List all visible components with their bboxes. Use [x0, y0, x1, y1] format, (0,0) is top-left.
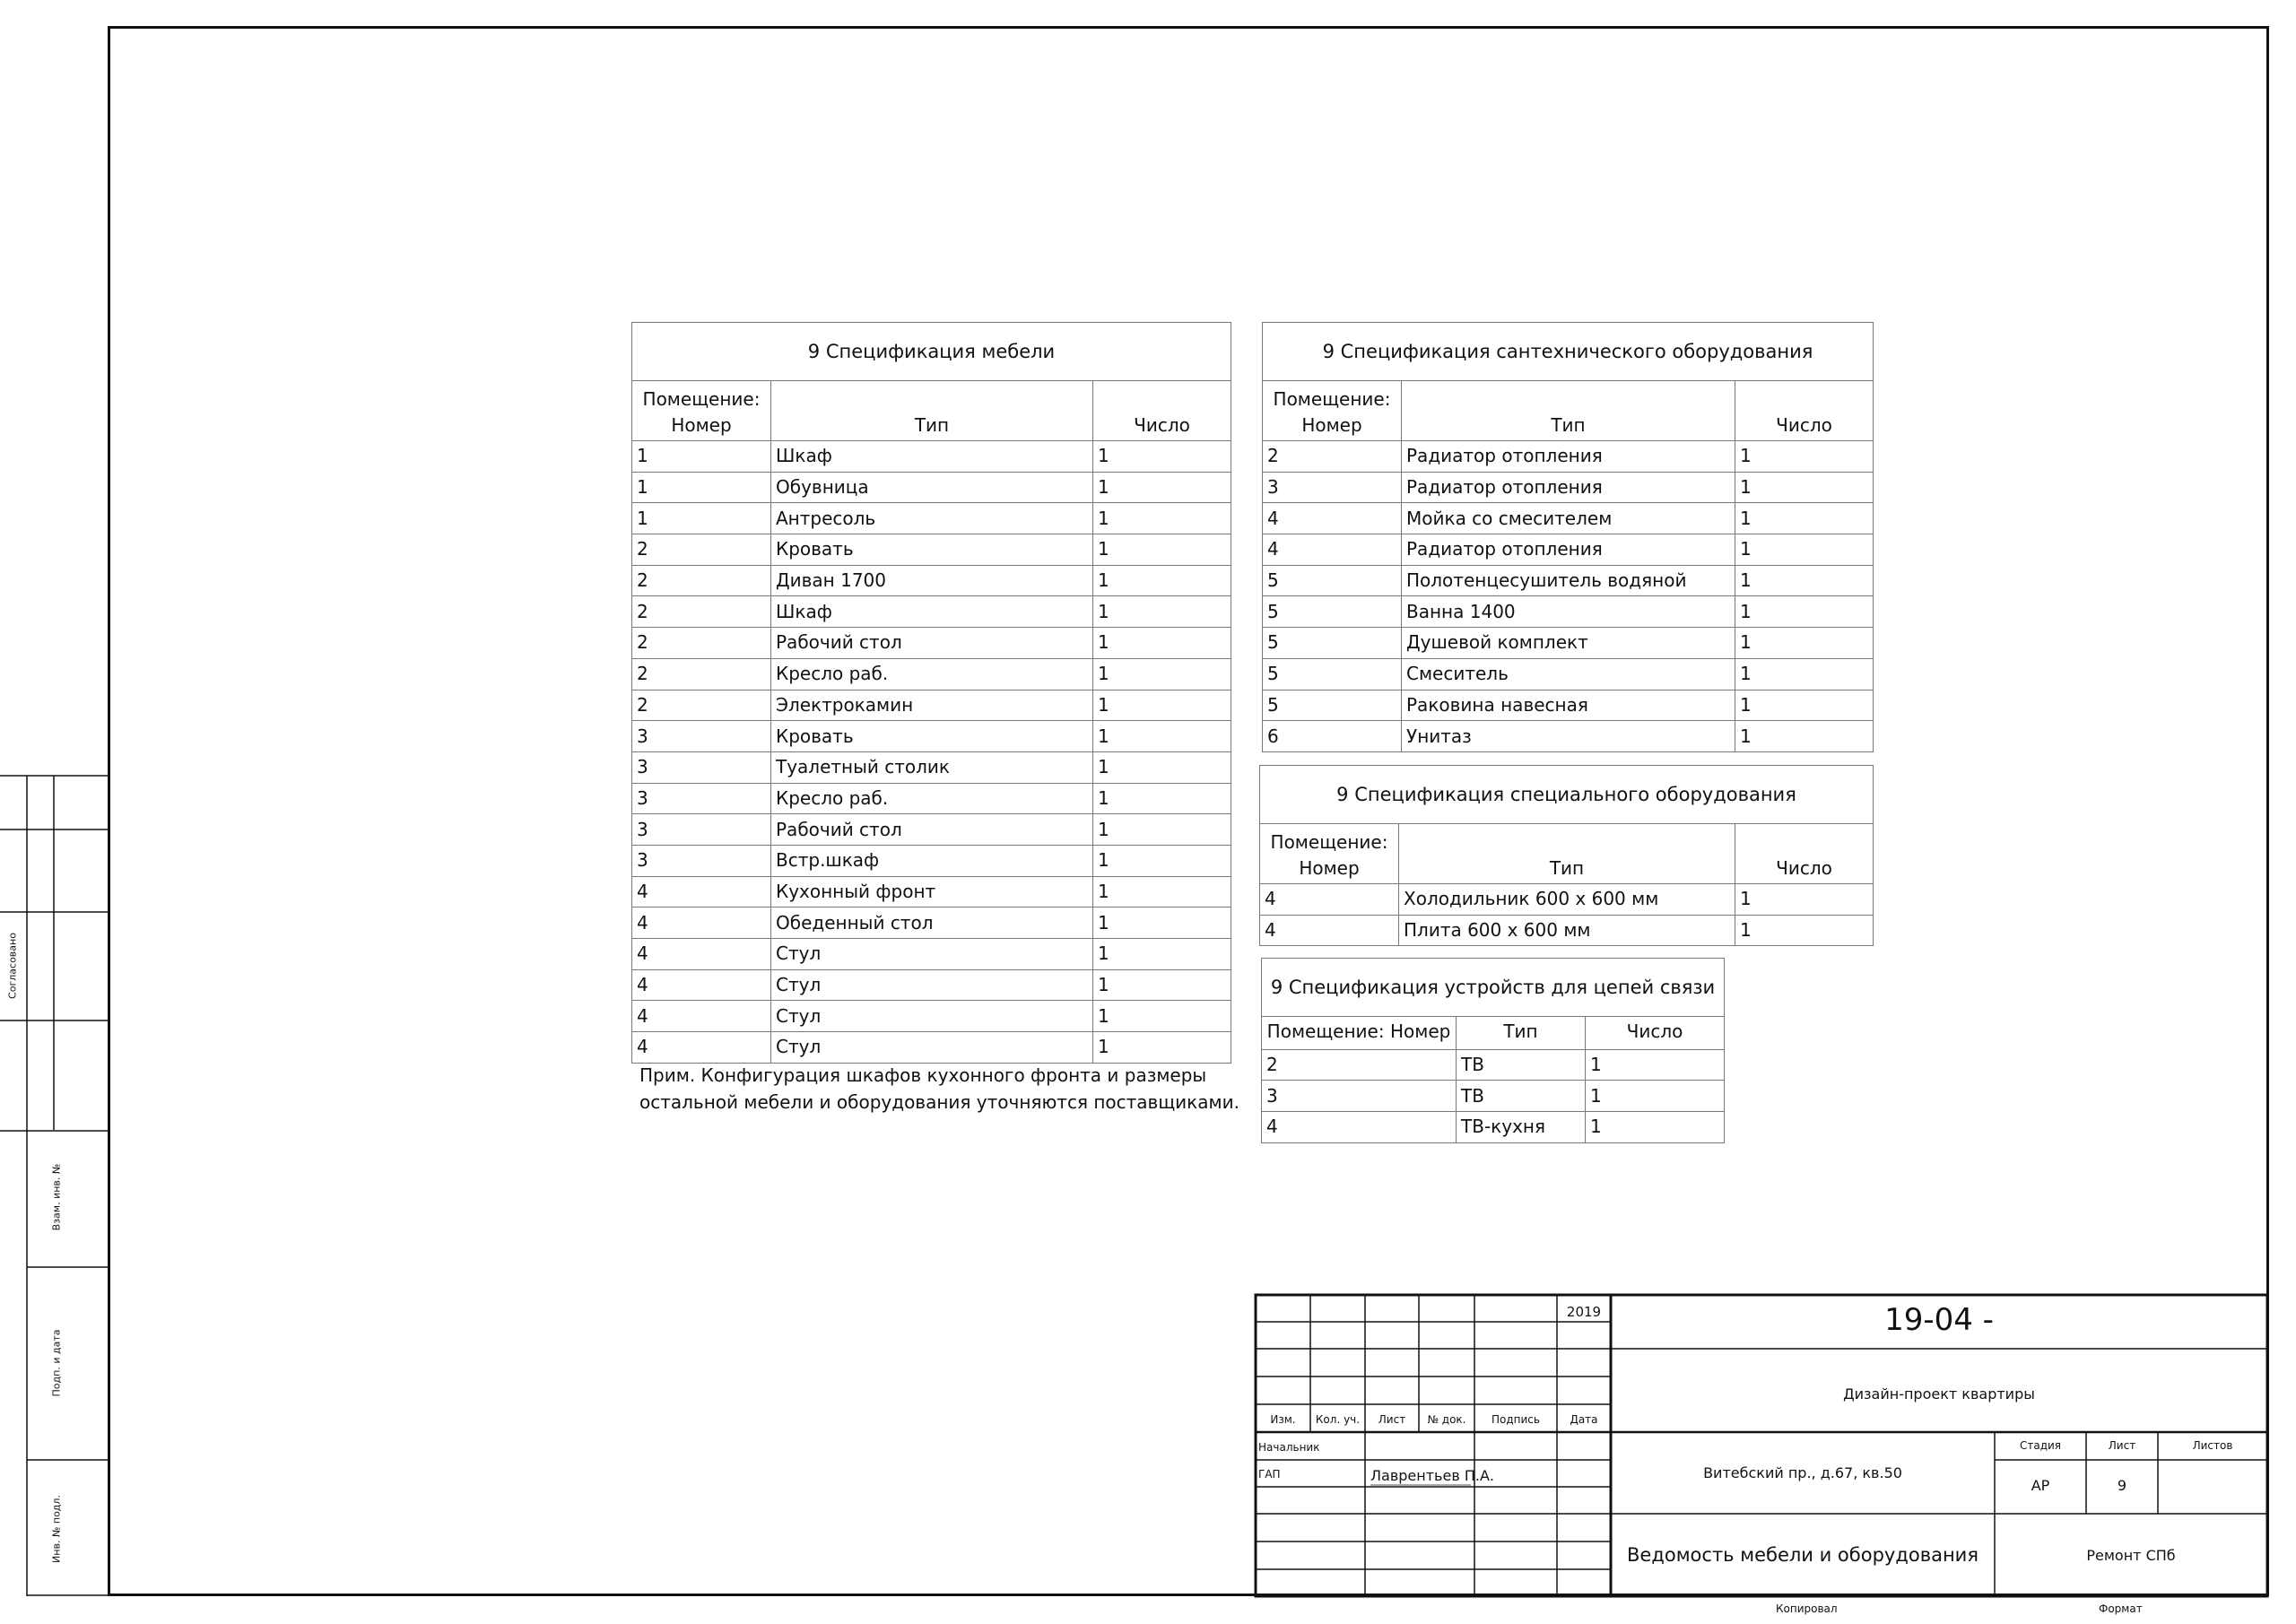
count-cell: 1: [1093, 534, 1231, 566]
type-cell: Радиатор отопления: [1402, 534, 1735, 566]
sheets-label: Листов: [2192, 1439, 2233, 1452]
room-cell: 4: [1260, 915, 1399, 946]
count-cell: 1: [1735, 658, 1874, 690]
room-cell: 3: [632, 783, 771, 814]
type-cell: Радиатор отопления: [1402, 441, 1735, 473]
type-cell: Мойка со смесителем: [1402, 503, 1735, 534]
room-cell: 2: [1263, 441, 1402, 473]
room-cell: 1: [632, 472, 771, 503]
count-cell: 1: [1093, 908, 1231, 939]
room-cell: 3: [632, 814, 771, 846]
plumbing-spec-title: 9 Спецификация сантехнического оборудования: [1263, 323, 1874, 381]
col-header-doc-no: № док.: [1427, 1413, 1466, 1426]
plumbing-spec-table: [1262, 322, 1874, 752]
room-cell: 4: [632, 1032, 771, 1064]
type-cell: Антресоль: [771, 503, 1093, 534]
type-cell: Шкаф: [771, 596, 1093, 628]
room-cell: 3: [1262, 1081, 1457, 1112]
type-cell: Встр.шкаф: [771, 845, 1093, 876]
role-chief: Начальник: [1258, 1441, 1320, 1454]
room-cell: 2: [632, 534, 771, 566]
count-cell: 1: [1093, 969, 1231, 1001]
room-cell: 4: [632, 1001, 771, 1032]
count-cell: 1: [1093, 721, 1231, 752]
table-row: [1262, 1112, 1725, 1143]
room-cell: 2: [632, 628, 771, 659]
count-cell: 1: [1093, 1001, 1231, 1032]
count-cell: 1: [1735, 690, 1874, 721]
furniture-spec-title: 9 Спецификация мебели: [632, 323, 1231, 381]
type-cell: Смеситель: [1402, 658, 1735, 690]
room-cell: 2: [632, 690, 771, 721]
count-cell: 1: [1093, 845, 1231, 876]
sheet-label: Лист: [2108, 1439, 2136, 1452]
table-row: [1263, 596, 1874, 628]
room-cell: 4: [1263, 534, 1402, 566]
type-cell: Холодильник 600 х 600 мм: [1399, 884, 1735, 916]
type-header: Тип: [1399, 824, 1735, 884]
project-name: Дизайн-проект квартиры: [1843, 1385, 2035, 1403]
room-header: Помещение: Номер: [1260, 824, 1399, 884]
type-cell: Стул: [771, 1001, 1093, 1032]
count-cell: 1: [1586, 1049, 1725, 1081]
room-header: Помещение: Номер: [1262, 1017, 1457, 1050]
count-cell: 1: [1586, 1081, 1725, 1112]
table-row: [632, 534, 1231, 566]
type-cell: Кровать: [771, 721, 1093, 752]
table-row: [1262, 1081, 1725, 1112]
count-cell: 1: [1735, 915, 1874, 946]
sheet-value: 9: [2117, 1477, 2127, 1494]
count-cell: 1: [1735, 721, 1874, 752]
table-row: [632, 472, 1231, 503]
table-row: [632, 658, 1231, 690]
type-header: Тип: [771, 381, 1093, 441]
count-cell: 1: [1093, 628, 1231, 659]
room-cell: 4: [1260, 884, 1399, 916]
vzam-inv-label: Взам. инв. №: [50, 1163, 63, 1231]
col-header-list: Лист: [1378, 1413, 1406, 1426]
count-cell: 1: [1735, 441, 1874, 473]
type-cell: Электрокамин: [771, 690, 1093, 721]
podp-data-label: Подп. и дата: [50, 1329, 63, 1397]
room-cell: 3: [1263, 472, 1402, 503]
type-cell: Унитаз: [1402, 721, 1735, 752]
count-header: Число: [1093, 381, 1231, 441]
room-cell: 2: [632, 658, 771, 690]
count-cell: 1: [1093, 503, 1231, 534]
document-code: 19-04 -: [1884, 1302, 1994, 1338]
type-cell: Рабочий стол: [771, 814, 1093, 846]
special-spec-title: 9 Спецификация специального оборудования: [1260, 766, 1874, 824]
room-cell: 5: [1263, 565, 1402, 596]
furniture-spec-table: [631, 322, 1231, 1064]
count-cell: 1: [1735, 503, 1874, 534]
year-value: 2019: [1566, 1304, 1602, 1320]
type-cell: ТВ-кухня: [1457, 1112, 1586, 1143]
type-cell: Кровать: [771, 534, 1093, 566]
table-row: [632, 751, 1231, 783]
table-row: [632, 441, 1231, 473]
table-row: [632, 908, 1231, 939]
room-cell: 2: [632, 596, 771, 628]
type-cell: Радиатор отопления: [1402, 472, 1735, 503]
count-cell: 1: [1093, 441, 1231, 473]
count-cell: 1: [1093, 658, 1231, 690]
col-header-date: Дата: [1570, 1413, 1598, 1426]
comms-spec-title: 9 Спецификация устройств для цепей связи: [1262, 959, 1725, 1017]
room-cell: 4: [632, 969, 771, 1001]
count-cell: 1: [1093, 472, 1231, 503]
type-header: Тип: [1402, 381, 1735, 441]
type-header: Тип: [1457, 1017, 1586, 1050]
count-cell: 1: [1093, 939, 1231, 970]
type-cell: Обувница: [771, 472, 1093, 503]
type-cell: ТВ: [1457, 1049, 1586, 1081]
table-row: [632, 1032, 1231, 1064]
room-cell: 2: [632, 565, 771, 596]
type-cell: Стул: [771, 1032, 1093, 1064]
table-row: [1263, 658, 1874, 690]
inv-podl-label: Инв. № подл.: [50, 1495, 63, 1563]
table-row: [632, 721, 1231, 752]
count-cell: 1: [1093, 876, 1231, 908]
type-cell: Шкаф: [771, 441, 1093, 473]
table-row: [632, 690, 1231, 721]
table-row: [1263, 472, 1874, 503]
count-header: Число: [1735, 824, 1874, 884]
count-cell: 1: [1093, 814, 1231, 846]
room-cell: 4: [632, 939, 771, 970]
col-header-izm: Изм.: [1270, 1413, 1296, 1426]
special-spec-table: [1259, 765, 1874, 946]
type-cell: Кресло раб.: [771, 783, 1093, 814]
count-header: Число: [1735, 381, 1874, 441]
room-cell: 3: [632, 845, 771, 876]
count-cell: 1: [1093, 751, 1231, 783]
stage-label: Стадия: [2019, 1439, 2062, 1452]
count-cell: 1: [1735, 596, 1874, 628]
type-cell: Рабочий стол: [771, 628, 1093, 659]
address: Витебский пр., д.67, кв.50: [1703, 1464, 1902, 1481]
room-cell: 4: [632, 876, 771, 908]
count-cell: 1: [1735, 628, 1874, 659]
table-row: [1263, 441, 1874, 473]
type-cell: Раковина навесная: [1402, 690, 1735, 721]
furniture-note: [639, 1062, 1239, 1116]
room-cell: 4: [1262, 1112, 1457, 1143]
type-cell: Стул: [771, 939, 1093, 970]
type-cell: Обеденный стол: [771, 908, 1093, 939]
table-row: [632, 814, 1231, 846]
table-row: [632, 969, 1231, 1001]
count-cell: 1: [1735, 534, 1874, 566]
type-cell: Кухонный фронт: [771, 876, 1093, 908]
table-row: [1263, 565, 1874, 596]
type-cell: Полотенцесушитель водяной: [1402, 565, 1735, 596]
table-row: [632, 845, 1231, 876]
room-cell: 6: [1263, 721, 1402, 752]
comms-spec-table: [1261, 958, 1725, 1143]
room-cell: 1: [632, 441, 771, 473]
col-header-kol-uch: Кол. уч.: [1315, 1413, 1361, 1426]
company-name: Ремонт СПб: [2086, 1547, 2176, 1564]
count-cell: 1: [1586, 1112, 1725, 1143]
note-line: Прим. Конфигурация шкафов кухонного фронта и размеры: [639, 1064, 1207, 1086]
note-line: остальной мебели и оборудования уточняются поставщиками.: [639, 1091, 1239, 1113]
table-row: [632, 565, 1231, 596]
table-row: [1262, 1049, 1725, 1081]
type-cell: Ванна 1400: [1402, 596, 1735, 628]
role-gap: ГАП: [1258, 1468, 1281, 1481]
type-cell: Стул: [771, 969, 1093, 1001]
type-cell: Кресло раб.: [771, 658, 1093, 690]
table-row: [632, 596, 1231, 628]
table-row: [632, 876, 1231, 908]
room-cell: 4: [632, 908, 771, 939]
room-cell: 2: [1262, 1049, 1457, 1081]
table-row: [632, 1001, 1231, 1032]
type-cell: ТВ: [1457, 1081, 1586, 1112]
room-cell: 4: [1263, 503, 1402, 534]
table-row: [1260, 915, 1874, 946]
count-cell: 1: [1735, 472, 1874, 503]
type-cell: Плита 600 х 600 мм: [1399, 915, 1735, 946]
copied-label: Копировал: [1776, 1602, 1838, 1615]
count-cell: 1: [1735, 884, 1874, 916]
count-cell: 1: [1093, 565, 1231, 596]
table-row: [1263, 503, 1874, 534]
table-row: [632, 783, 1231, 814]
sheet-name: Ведомость мебели и оборудования: [1627, 1544, 1979, 1566]
agreed-label: Согласовано: [6, 933, 19, 999]
count-cell: 1: [1093, 783, 1231, 814]
table-row: [632, 939, 1231, 970]
room-cell: 5: [1263, 658, 1402, 690]
count-cell: 1: [1093, 690, 1231, 721]
col-header-signature: Подпись: [1492, 1413, 1540, 1426]
room-cell: 5: [1263, 690, 1402, 721]
table-row: [632, 628, 1231, 659]
room-cell: 1: [632, 503, 771, 534]
type-cell: Диван 1700: [771, 565, 1093, 596]
room-cell: 5: [1263, 628, 1402, 659]
room-header: Помещение: Номер: [1263, 381, 1402, 441]
count-cell: 1: [1093, 596, 1231, 628]
count-header: Число: [1586, 1017, 1725, 1050]
room-header: Помещение: Номер: [632, 381, 771, 441]
table-row: [1263, 721, 1874, 752]
format-label: Формат: [2099, 1602, 2143, 1615]
count-cell: 1: [1093, 1032, 1231, 1064]
table-row: [1263, 534, 1874, 566]
type-cell: Туалетный столик: [771, 751, 1093, 783]
table-row: [1263, 628, 1874, 659]
table-row: [1260, 884, 1874, 916]
room-cell: 3: [632, 721, 771, 752]
room-cell: 3: [632, 751, 771, 783]
type-cell: Душевой комплект: [1402, 628, 1735, 659]
stage-value: АР: [2031, 1477, 2050, 1494]
person-name: Лаврентьев П.А.: [1370, 1467, 1494, 1484]
room-cell: 5: [1263, 596, 1402, 628]
table-row: [632, 503, 1231, 534]
count-cell: 1: [1735, 565, 1874, 596]
table-row: [1263, 690, 1874, 721]
